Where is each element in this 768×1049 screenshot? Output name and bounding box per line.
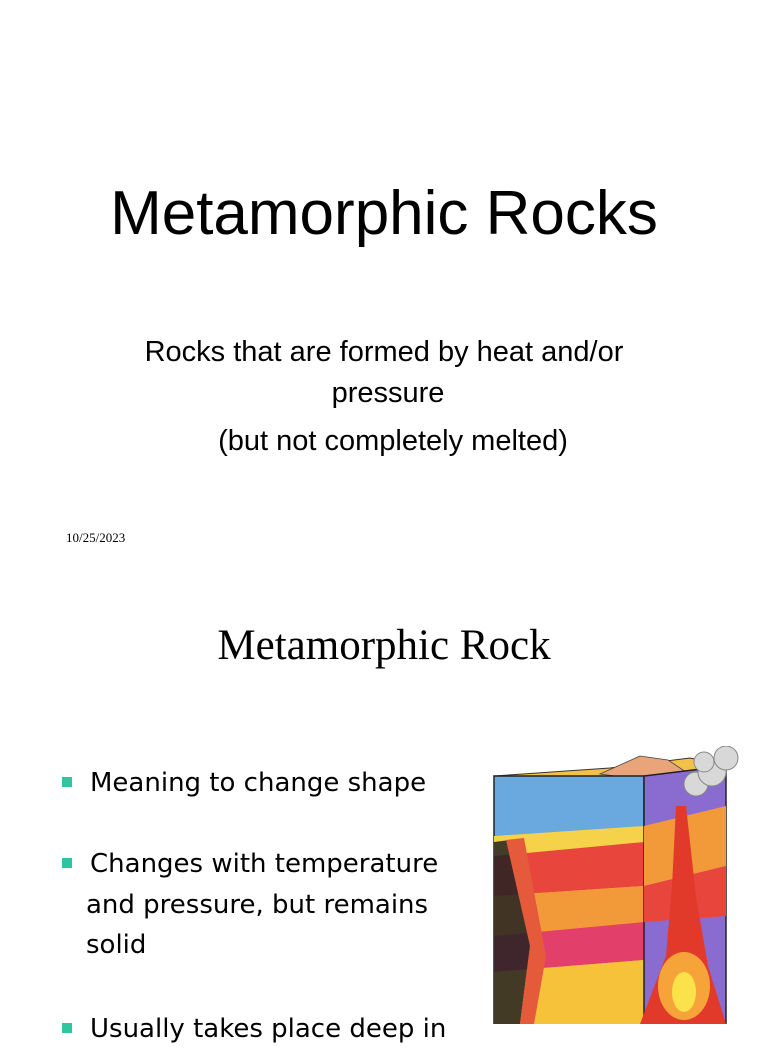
bullet-text: solid <box>86 930 147 960</box>
subtitle-line-2: pressure <box>331 377 445 409</box>
bullet-square-icon <box>62 858 72 868</box>
earth-cross-section-illustration <box>490 746 742 1024</box>
slide-heading: Metamorphic Rock <box>217 622 551 669</box>
subtitle-line-1: Rocks that are formed by heat and/or <box>144 336 624 368</box>
slide-title-heading: Metamorphic Rocks <box>110 179 658 248</box>
bullet-square-icon <box>62 777 72 787</box>
bullet-text: Changes with temperature <box>90 849 439 879</box>
bullet-text: and pressure, but remains <box>86 890 429 920</box>
bullet-text: Meaning to change shape <box>90 768 427 798</box>
bullet-square-icon <box>62 1023 72 1033</box>
slide-content <box>0 576 768 1044</box>
slide-date: 10/25/2023 <box>66 530 126 545</box>
magma-core <box>672 972 696 1012</box>
subtitle-line-3: (but not completely melted) <box>218 425 568 457</box>
bullet-text: Usually takes place deep in <box>90 1014 447 1044</box>
